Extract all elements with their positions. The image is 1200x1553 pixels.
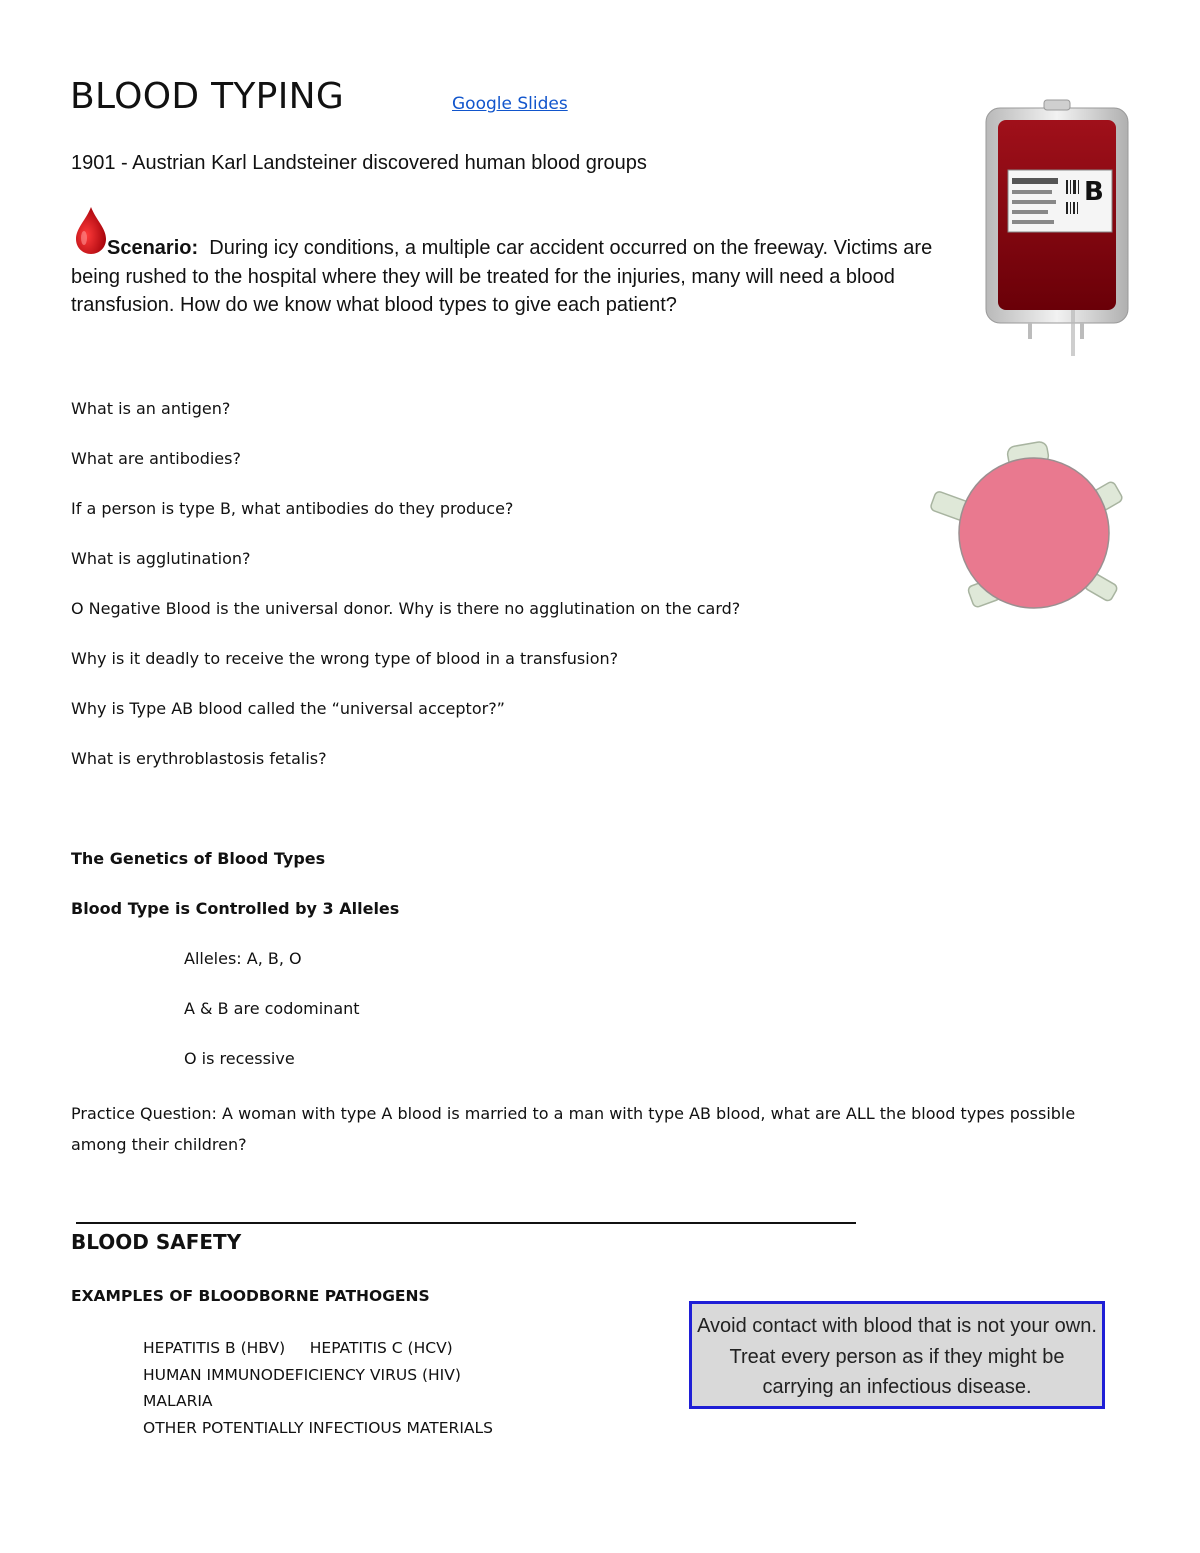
genetics-subheading: Blood Type is Controlled by 3 Alleles <box>71 899 400 918</box>
question-erythroblastosis: What is erythroblastosis fetalis? <box>71 749 327 768</box>
list-item: HUMAN IMMUNODEFICIENCY VIRUS (HIV) <box>143 1365 461 1384</box>
google-slides-link[interactable]: Google Slides <box>452 94 568 114</box>
blood-safety-title: BLOOD SAFETY <box>71 1230 242 1254</box>
safety-callout-text: Avoid contact with blood that is not your own. Treat every person as if they might be carrying an infectious disease. <box>697 1315 1097 1398</box>
genetics-heading: The Genetics of Blood Types <box>71 849 326 868</box>
page-title: BLOOD TYPING <box>70 76 345 117</box>
section-divider <box>76 1222 856 1224</box>
recessive-fact: O is recessive <box>184 1049 295 1068</box>
safety-callout-box <box>689 1301 1105 1409</box>
list-item: MALARIA <box>143 1392 213 1410</box>
question-antibodies: What are antibodies? <box>71 449 241 468</box>
alleles-list: Alleles: A, B, O <box>184 949 302 968</box>
pathogens-list <box>143 1335 493 1441</box>
question-wrong-type: Why is it deadly to receive the wrong type of blood in a transfusion? <box>71 649 619 668</box>
list-item: HEPATITIS B (HBV) HEPATITIS C (HCV) <box>143 1339 453 1357</box>
question-universal-acceptor: Why is Type AB blood called the “universal acceptor?” <box>71 699 505 718</box>
question-antigen: What is an antigen? <box>71 399 231 418</box>
scenario-text: During icy conditions, a multiple car accident occurred on the freeway. Victims are being rushed to the hospital where they will be treated for the injuries, many will need a blood transfusion. How do we know what blood types to give each patient? <box>71 237 933 316</box>
question-universal-donor: O Negative Blood is the universal donor. Why is there no agglutination on the card? <box>71 599 741 618</box>
pathogens-heading: EXAMPLES OF BLOODBORNE PATHOGENS <box>71 1287 430 1305</box>
question-type-b-antibodies: If a person is type B, what antibodies do they produce? <box>71 499 514 518</box>
red-blood-cell-image <box>928 440 1124 610</box>
scenario-paragraph <box>71 234 966 320</box>
bag-blood-type-letter: B <box>1084 177 1104 207</box>
practice-question: Practice Question: A woman with type A blood is married to a man with type AB blood, what are ALL the blood types possible among their children? <box>71 1104 1076 1154</box>
list-item: OTHER POTENTIALLY INFECTIOUS MATERIALS <box>143 1418 493 1437</box>
scenario-label: Scenario: <box>107 237 199 259</box>
blood-bag-image <box>982 98 1132 356</box>
codominant-fact: A & B are codominant <box>184 999 360 1018</box>
discovery-text: 1901 - Austrian Karl Landsteiner discovered human blood groups <box>71 152 647 174</box>
question-agglutination: What is agglutination? <box>71 549 251 568</box>
